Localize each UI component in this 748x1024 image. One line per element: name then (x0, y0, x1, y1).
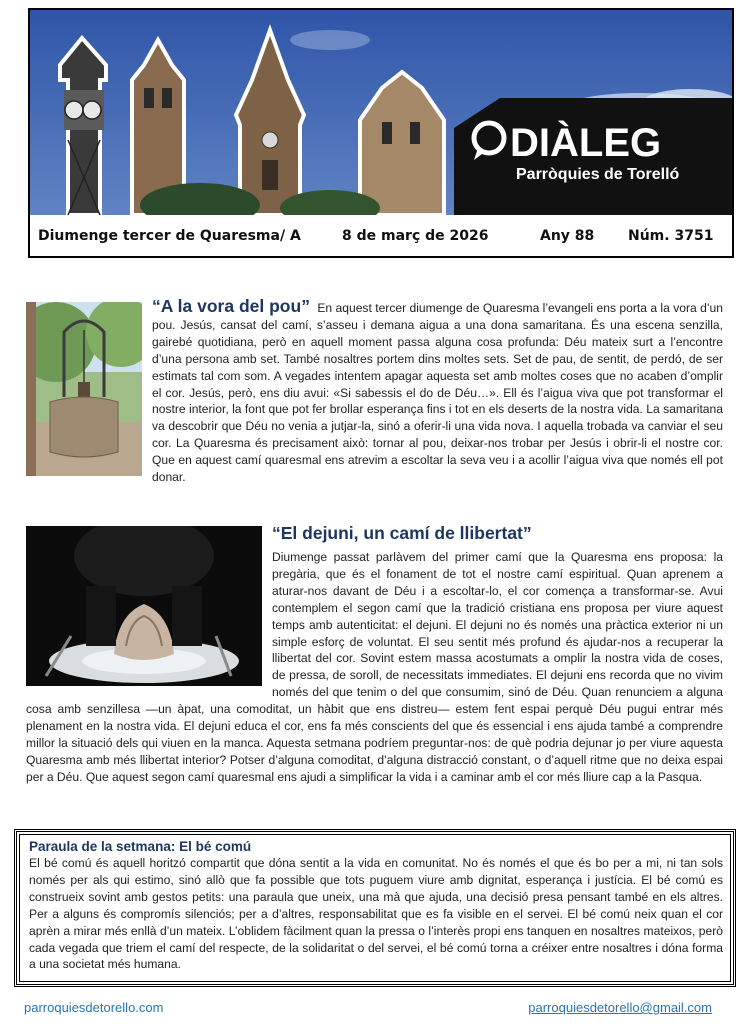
article-fasting (26, 522, 723, 786)
fasting-photo (26, 526, 262, 686)
issue-info (30, 218, 732, 256)
box-body: El bé comú és aquell horitzó compartit que dóna sentit a la vida en comunitat. No és només el que és bo per a mi, ni tan sols només per als qui estimo, sinó allò que fa possible que tots puguem viure amb dignitat, esperança i justícia. El bé comú es construeix sovint amb gestos petits: una paraula que uneix, una mà que ajuda, una decisió presa pensant també en els altres. Per a alguns és compromís silenciós; per a d’altres, responsabilitat que es fa visible en el servei. El bé comú neix quan el cor aprèn a mirar més enllà d’un mateix. L’oblidem fàcilment quan la pressa o l’interès propi ens tanquen en nosaltres mateixos, però cada vegada que triem el camí del respecte, de la solidaritat o del servei, el bé comú torna a créixer entre nosaltres i dóna forma a una societat més humana. (29, 856, 723, 972)
brand-logo (454, 98, 732, 215)
issue-date: 8 de març de 2026 (342, 228, 489, 244)
svg-text:DIÀLEG: DIÀLEG (510, 121, 662, 165)
word-of-the-week-box (14, 829, 736, 987)
article-body: En aquest tercer diumenge de Quaresma l’evangeli ens porta a la vora d’un pou. Jesús, cansat del camí, s’asseu i demana aigua a una dona samaritana. És una escena senzilla, gairebé quotidiana, però en aquell moment passa alguna cosa profunda: Déu mateix surt a l’encontre d’una persona amb set. També nosaltres portem dins moltes sets. Set de pau, de sentit, de perdó, de ser estimats tal com som. A vegades intentem apagar aquesta set amb moltes coses que no acaben d’omplir el cor. Jesús, però, ens diu avui: «Si sabessis el do de Déu…». Ell és l’aigua viva que pot transformar el nostre interior, la font que pot fer brollar esperança fins i tot en els deserts de la nostra vida. La samaritana va descobrir que Déu no venia a jutjar-la, sinó a oferir-li una vida nova. I aquella trobada va canviar el seu cor. La Quaresma és precisament això: tornar al pou, deixar-nos trobar per Jesús i obrir-li el nostre cor. Que en aquest camí quaresmal ens atrevim a escoltar la seva veu i a acollir l’aigua viva que només ell pot donar. (152, 301, 723, 485)
banner-image (30, 10, 732, 215)
website-link[interactable]: parroquiesdetorello.com (24, 1000, 164, 1015)
issue-number: Núm. 3751 (628, 228, 714, 244)
well-photo (26, 302, 142, 476)
article-title: “El dejuni, un camí de llibertat” (272, 523, 532, 543)
email-link[interactable]: parroquiesdetorello@gmail.com (528, 1000, 712, 1015)
svg-text:Parròquies de Torelló: Parròquies de Torelló (516, 166, 680, 183)
masthead (28, 8, 734, 258)
article-body: Diumenge passat parlàvem del primer camí que la Quaresma ens proposa: la pregària, que és el fonament de tot el nostre camí espiritual. Quan aprenem a aturar-nos davant de Déu i a escoltar-lo, el cor comença a transformar-se. Avui contemplem el segon camí que la tradició cristiana ens proposa per viure aquest temps amb autenticitat: el dejuni. El dejuni no és només una pràctica exterior ni un simple esforç de voluntat. El seu sentit més profund és ajudar-nos a recuperar la llibertat del cor. Sovint estem massa acostumats a omplir la nostra vida de coses, de pressa, de soroll, de necessitats immediates. El dejuni ens recorda que no vivim només del que tenim o del que consumim, sinó de Déu. Quan renunciem a alguna cosa amb senzillesa —un àpat, una comoditat, un hàbit que ens distreu— estem fent espai perquè Déu pugui entrar més plenament en la nostra vida. El dejuni educa el cor, ens fa més conscients del que és essencial i ens ajuda també a comprendre millor la situació dels qui viuen en la manca. Aquesta setmana podríem preguntar-nos: de què podria dejunar jo per viure aquesta Quaresma amb més llibertat interior? Potser d’alguna comoditat, d’alguna distracció constant, o d’aquell ritme que no deixa espai per a Déu. Que aquest segon camí quaresmal ens ajudi a simplificar la vida i a caminar amb el cor més lliure cap a la Pasqua. (26, 550, 723, 784)
article-well (26, 298, 723, 486)
article-title: “A la vora del pou” (152, 296, 310, 316)
box-title: Paraula de la setmana: El bé comú (29, 839, 252, 854)
liturgical-day: Diumenge tercer de Quaresma/ A (38, 228, 301, 244)
issue-year: Any 88 (540, 228, 595, 244)
